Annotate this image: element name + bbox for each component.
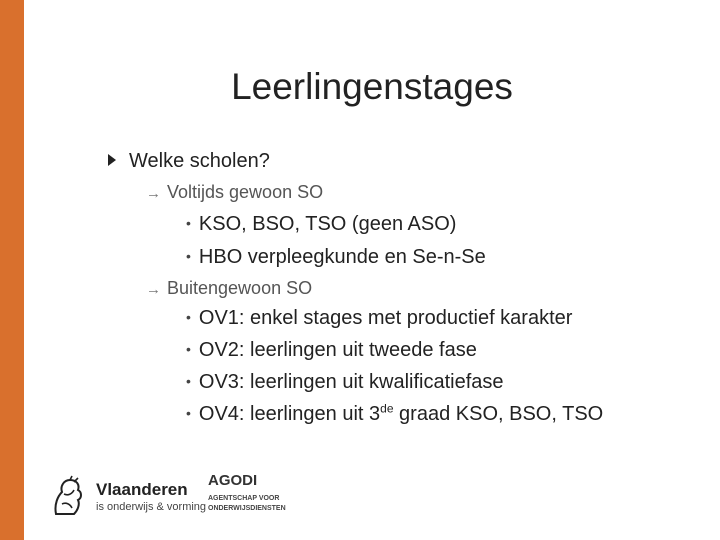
agodi-logo-subtitle — [208, 494, 308, 514]
list-item — [186, 213, 456, 236]
ordinal-suffix: de — [380, 401, 394, 416]
sub-bullet-text: Buitengewoon SO — [167, 278, 313, 298]
triangle-bullet-icon — [108, 154, 116, 166]
dot-bullet-icon: • — [186, 309, 191, 325]
list-item — [186, 307, 572, 330]
slide-title: Leerlingenstages — [231, 66, 513, 107]
list-item-text: OV3: leerlingen uit kwalificatiefase — [198, 371, 504, 393]
sub-bullet-voltijds — [146, 182, 323, 203]
flemish-lion-icon — [50, 474, 86, 518]
list-item — [186, 403, 603, 426]
dot-bullet-icon: • — [186, 215, 191, 231]
dot-bullet-icon: • — [186, 373, 191, 389]
list-item — [186, 339, 477, 362]
agodi-subtitle-line: AGENTSCHAP VOOR — [208, 495, 280, 502]
list-item-text: OV1: enkel stages met productief karakter — [198, 307, 573, 329]
arrow-right-icon: → — [146, 185, 161, 202]
list-item-text: OV4: leerlingen uit 3 — [198, 403, 381, 425]
dot-bullet-icon: • — [186, 405, 191, 421]
bullet-text: Welke scholen? — [129, 150, 270, 172]
footer-logos — [50, 466, 310, 526]
agodi-logo-text: AGODI — [208, 472, 258, 489]
bullet-welke-scholen — [108, 150, 270, 173]
vlaanderen-logo-subtitle: is onderwijs & vorming — [96, 501, 207, 513]
list-item-text: HBO verpleegkunde en Se-n-Se — [198, 246, 486, 268]
list-item — [186, 246, 486, 269]
sub-bullet-buitengewoon — [146, 278, 312, 299]
dot-bullet-icon: • — [186, 341, 191, 357]
list-item-text: KSO, BSO, TSO (geen ASO) — [198, 213, 457, 235]
dot-bullet-icon: • — [186, 248, 191, 264]
list-item-text-end: graad KSO, BSO, TSO — [393, 403, 604, 425]
agodi-subtitle-line: ONDERWIJSDIENSTEN — [208, 505, 286, 512]
list-item — [186, 371, 504, 394]
vlaanderen-logo-text: Vlaanderen — [96, 480, 188, 499]
sub-bullet-text: Voltijds gewoon SO — [167, 182, 324, 202]
list-item-text: OV2: leerlingen uit tweede fase — [198, 339, 477, 361]
arrow-right-icon: → — [146, 281, 161, 298]
